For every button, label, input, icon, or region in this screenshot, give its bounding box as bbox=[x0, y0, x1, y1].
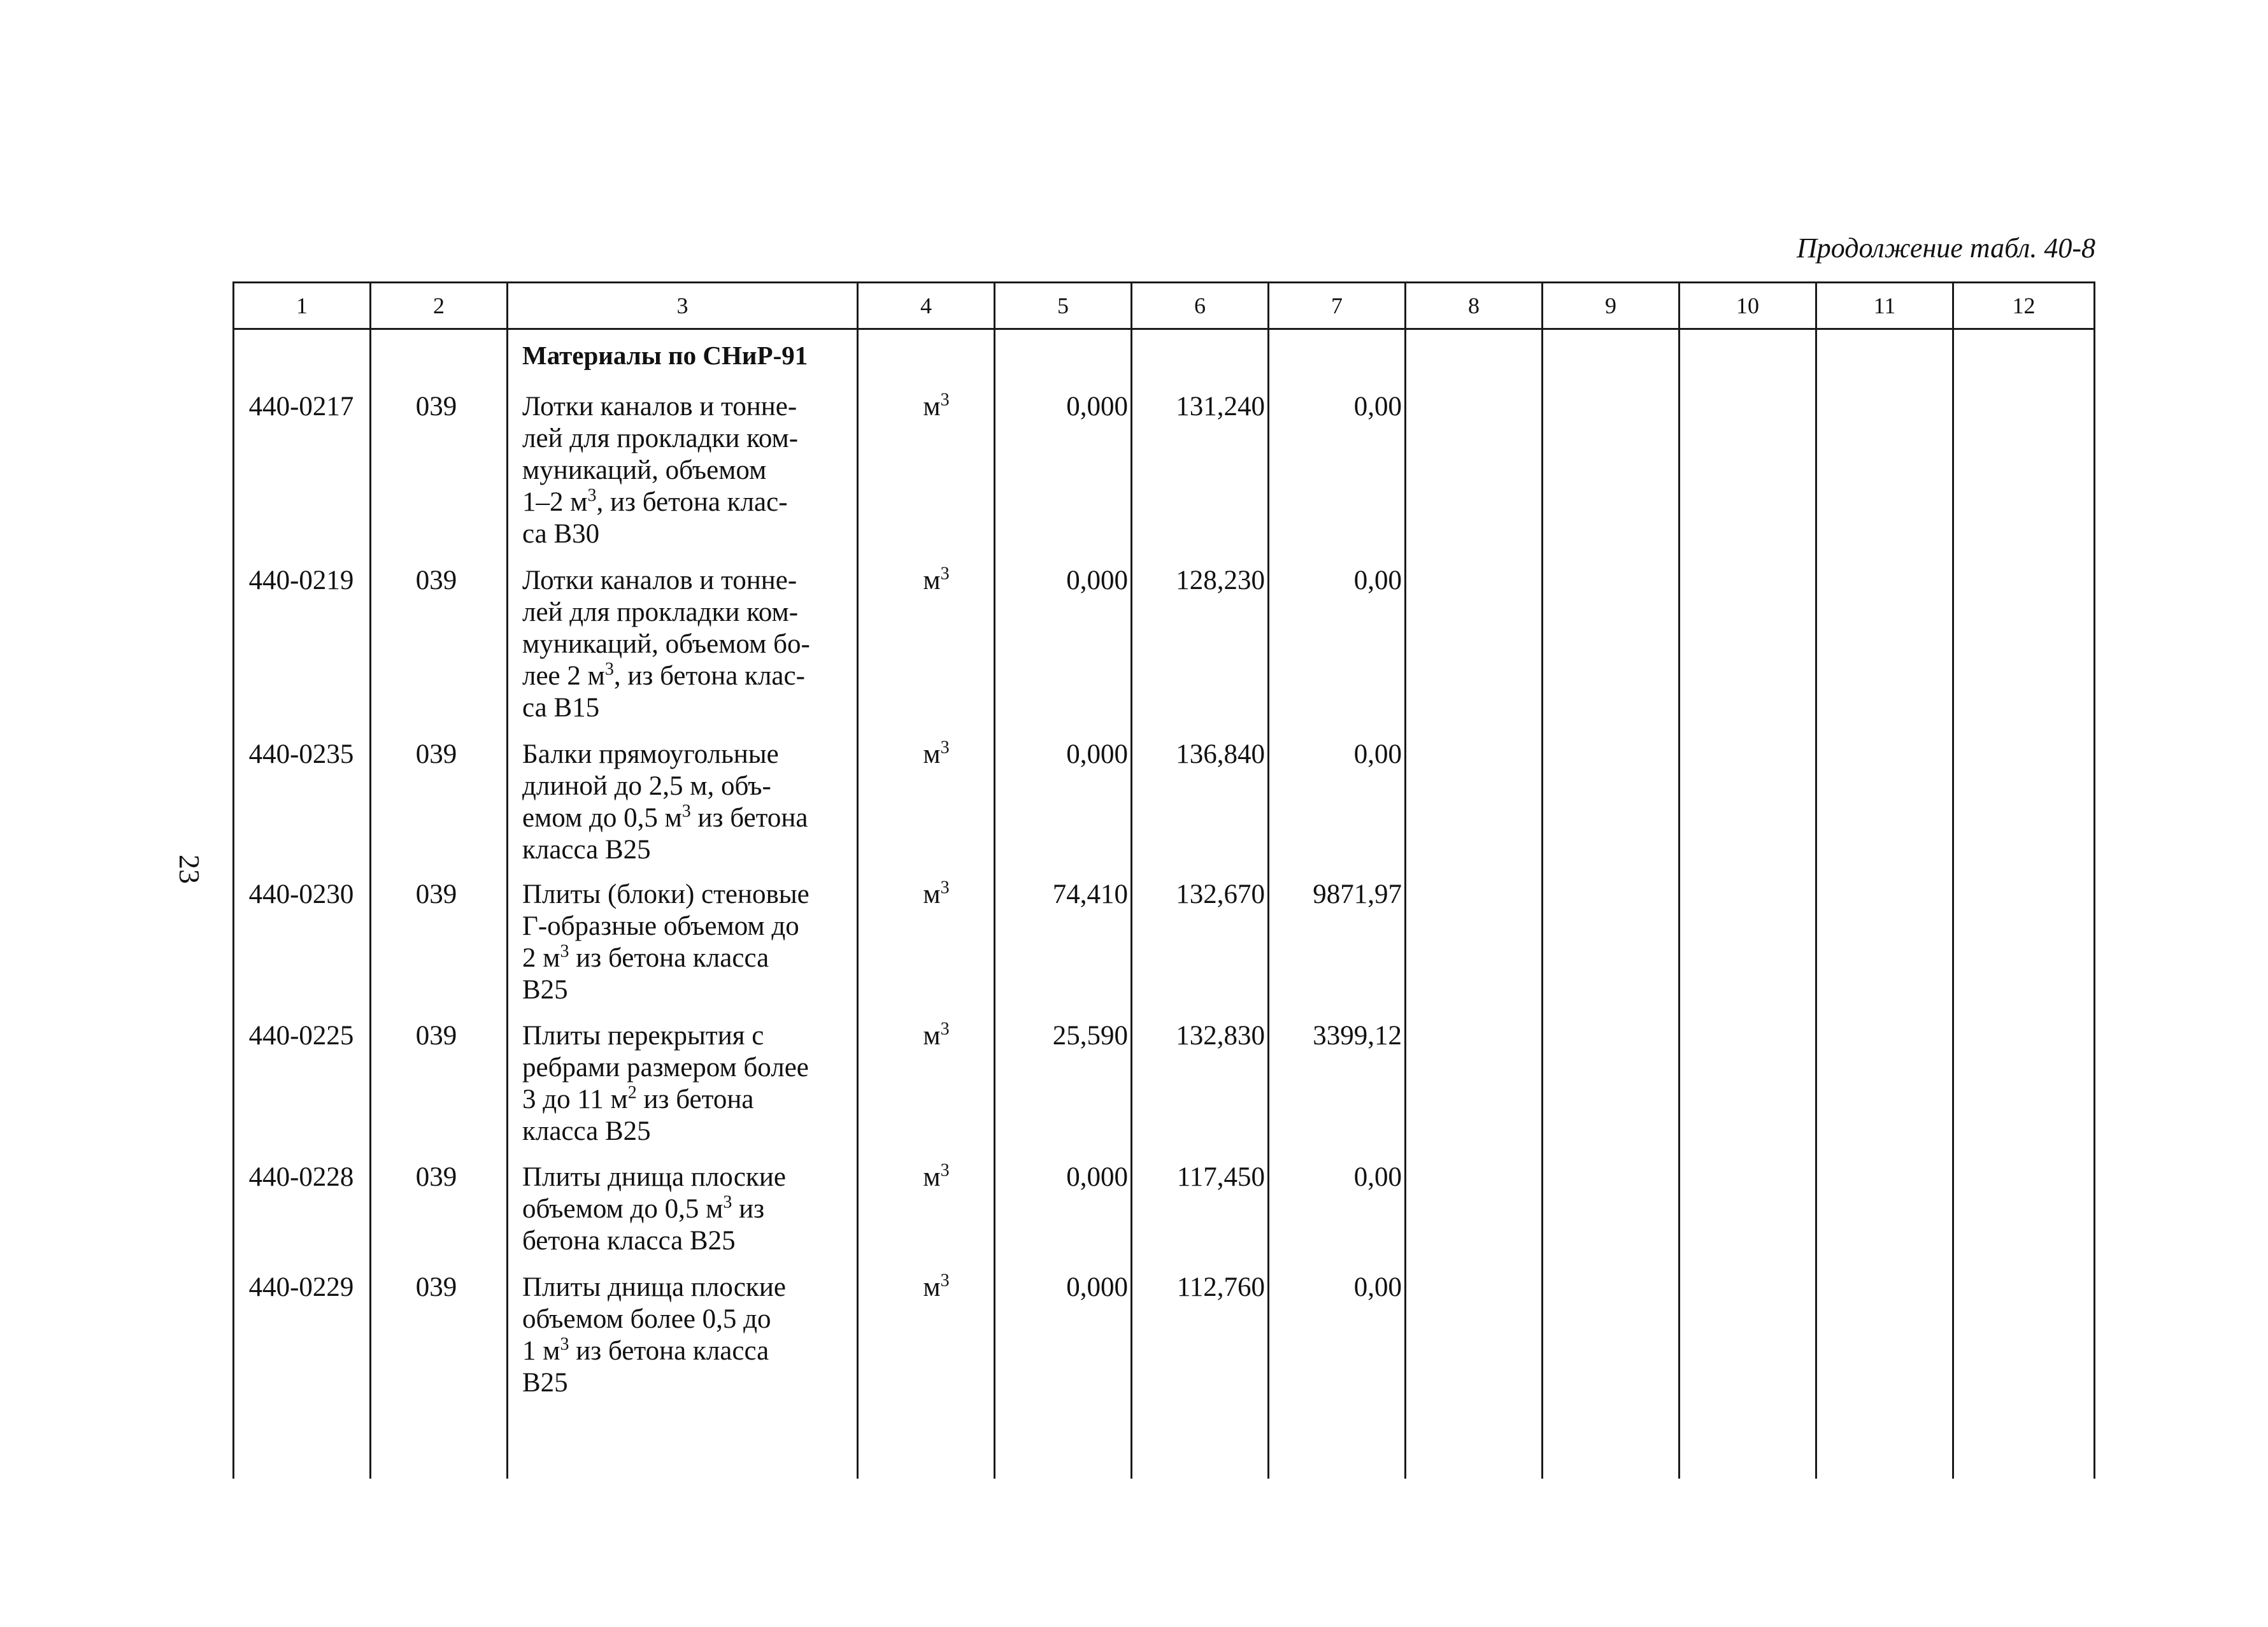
row-number: 039 bbox=[415, 1162, 457, 1192]
table-header-rule bbox=[232, 328, 2095, 330]
description-line: 3 до 11 $м^2$ из бетона bbox=[522, 1083, 754, 1114]
row-code: 440-0235 bbox=[248, 739, 354, 769]
section-title: Материалы по СНиР-91 bbox=[522, 341, 808, 370]
row-quantity: 0,000 bbox=[1066, 392, 1128, 422]
row-quantity: 0,000 bbox=[1066, 565, 1128, 595]
description-line: Г-образные объемом до bbox=[522, 911, 799, 941]
materials-table bbox=[232, 281, 2095, 1479]
description-line: лей для прокладки ком- bbox=[522, 423, 799, 453]
column-rule bbox=[232, 281, 234, 1479]
description-line: Лотки каналов и тонне- bbox=[522, 392, 797, 422]
row-description bbox=[522, 565, 860, 724]
column-number-11: 11 bbox=[1873, 293, 1896, 318]
row-sum: 0,00 bbox=[1353, 392, 1402, 422]
row-unit: $м^3$ bbox=[923, 390, 950, 422]
row-sum: 3399,12 bbox=[1313, 1021, 1402, 1051]
description-line: са В30 bbox=[522, 519, 600, 549]
description-line: ребрами размером более bbox=[522, 1053, 809, 1083]
column-rule bbox=[1404, 281, 1406, 1479]
row-unit: $м^3$ bbox=[923, 737, 950, 769]
row-number: 039 bbox=[415, 879, 457, 909]
description-line: длиной до 2,5 м, объ- bbox=[522, 771, 771, 801]
column-rule bbox=[1130, 281, 1132, 1479]
description-line: 1 $м^3$ из бетона класса bbox=[522, 1334, 769, 1366]
row-sum: 0,00 bbox=[1353, 565, 1402, 595]
description-line: объемом до 0,5 $м^3$ из bbox=[522, 1192, 765, 1224]
row-quantity: 74,410 bbox=[1052, 879, 1128, 909]
row-description bbox=[522, 1020, 860, 1147]
row-description bbox=[522, 879, 860, 1006]
description-line: бетона класса В25 bbox=[522, 1226, 736, 1256]
description-line: Плиты днища плоские bbox=[522, 1162, 786, 1192]
row-code: 440-0217 bbox=[248, 392, 354, 422]
row-quantity: 0,000 bbox=[1066, 739, 1128, 769]
description-line: Балки прямоугольные bbox=[522, 739, 779, 769]
row-sum: 0,00 bbox=[1353, 1272, 1402, 1302]
description-line: лее 2 $м^3$, из бетона клас- bbox=[522, 659, 805, 691]
description-line: емом до 0,5 $м^3$ из бетона bbox=[522, 801, 808, 833]
column-number-5: 5 bbox=[1057, 293, 1069, 318]
column-rule bbox=[1267, 281, 1269, 1479]
column-number-12: 12 bbox=[2012, 293, 2036, 318]
description-line: В25 bbox=[522, 1368, 568, 1398]
row-price: 131,240 bbox=[1176, 392, 1265, 422]
row-number: 039 bbox=[415, 565, 457, 595]
row-sum: 0,00 bbox=[1353, 1162, 1402, 1192]
column-rule bbox=[1815, 281, 1817, 1479]
row-code: 440-0219 bbox=[248, 565, 354, 595]
row-code: 440-0229 bbox=[248, 1272, 354, 1302]
description-line: Плиты перекрытия с bbox=[522, 1021, 764, 1051]
description-line: лей для прокладки ком- bbox=[522, 597, 799, 627]
column-number-1: 1 bbox=[296, 293, 308, 318]
row-description bbox=[522, 1162, 860, 1257]
column-number-8: 8 bbox=[1468, 293, 1480, 318]
row-sum: 9871,97 bbox=[1313, 879, 1402, 909]
row-price: 132,830 bbox=[1176, 1021, 1265, 1051]
row-price: 128,230 bbox=[1176, 565, 1265, 595]
column-rule bbox=[2093, 281, 2095, 1479]
row-price: 132,670 bbox=[1176, 879, 1265, 909]
description-line: класса В25 bbox=[522, 835, 651, 865]
description-line: объемом более 0,5 до bbox=[522, 1304, 771, 1334]
column-number-3: 3 bbox=[676, 293, 688, 318]
column-number-7: 7 bbox=[1331, 293, 1343, 318]
row-quantity: 0,000 bbox=[1066, 1272, 1128, 1302]
row-description bbox=[522, 391, 860, 550]
description-line: 1–2 $м^3$, из бетона клас- bbox=[522, 485, 788, 517]
row-price: 117,450 bbox=[1176, 1162, 1265, 1192]
column-number-6: 6 bbox=[1194, 293, 1206, 318]
column-number-2: 2 bbox=[433, 293, 445, 318]
description-line: муникаций, объемом бо- bbox=[522, 629, 810, 659]
row-unit: $м^3$ bbox=[923, 564, 950, 595]
column-number-4: 4 bbox=[920, 293, 932, 318]
row-unit: $м^3$ bbox=[923, 1270, 950, 1302]
description-line: муникаций, объемом bbox=[522, 455, 767, 485]
row-price: 136,840 bbox=[1176, 739, 1265, 769]
row-description bbox=[522, 739, 860, 866]
column-rule bbox=[1541, 281, 1543, 1479]
row-code: 440-0230 bbox=[248, 879, 354, 909]
row-unit: $м^3$ bbox=[923, 1160, 950, 1192]
column-rule bbox=[1678, 281, 1680, 1479]
column-rule bbox=[506, 281, 508, 1479]
row-code: 440-0225 bbox=[248, 1021, 354, 1051]
row-number: 039 bbox=[415, 1272, 457, 1302]
description-line: В25 bbox=[522, 975, 568, 1005]
row-number: 039 bbox=[415, 392, 457, 422]
row-number: 039 bbox=[415, 739, 457, 769]
row-quantity: 25,590 bbox=[1052, 1021, 1128, 1051]
row-number: 039 bbox=[415, 1021, 457, 1051]
row-unit: $м^3$ bbox=[923, 1019, 950, 1051]
row-code: 440-0228 bbox=[248, 1162, 354, 1192]
table-caption: Продолжение табл. 40-8 bbox=[1797, 232, 2095, 264]
description-line: 2 $м^3$ из бетона класса bbox=[522, 941, 769, 973]
row-unit: $м^3$ bbox=[923, 877, 950, 909]
row-price: 112,760 bbox=[1176, 1272, 1265, 1302]
column-number-9: 9 bbox=[1605, 293, 1616, 318]
row-quantity: 0,000 bbox=[1066, 1162, 1128, 1192]
description-line: Плиты днища плоские bbox=[522, 1272, 786, 1302]
column-number-10: 10 bbox=[1736, 293, 1759, 318]
row-sum: 0,00 bbox=[1353, 739, 1402, 769]
column-rule bbox=[1952, 281, 1954, 1479]
page-number: 23 bbox=[173, 855, 206, 884]
description-line: класса В25 bbox=[522, 1116, 651, 1146]
row-description bbox=[522, 1272, 860, 1399]
description-line: Лотки каналов и тонне- bbox=[522, 565, 797, 595]
description-line: са В15 bbox=[522, 693, 600, 723]
description-line: Плиты (блоки) стеновые bbox=[522, 879, 809, 909]
